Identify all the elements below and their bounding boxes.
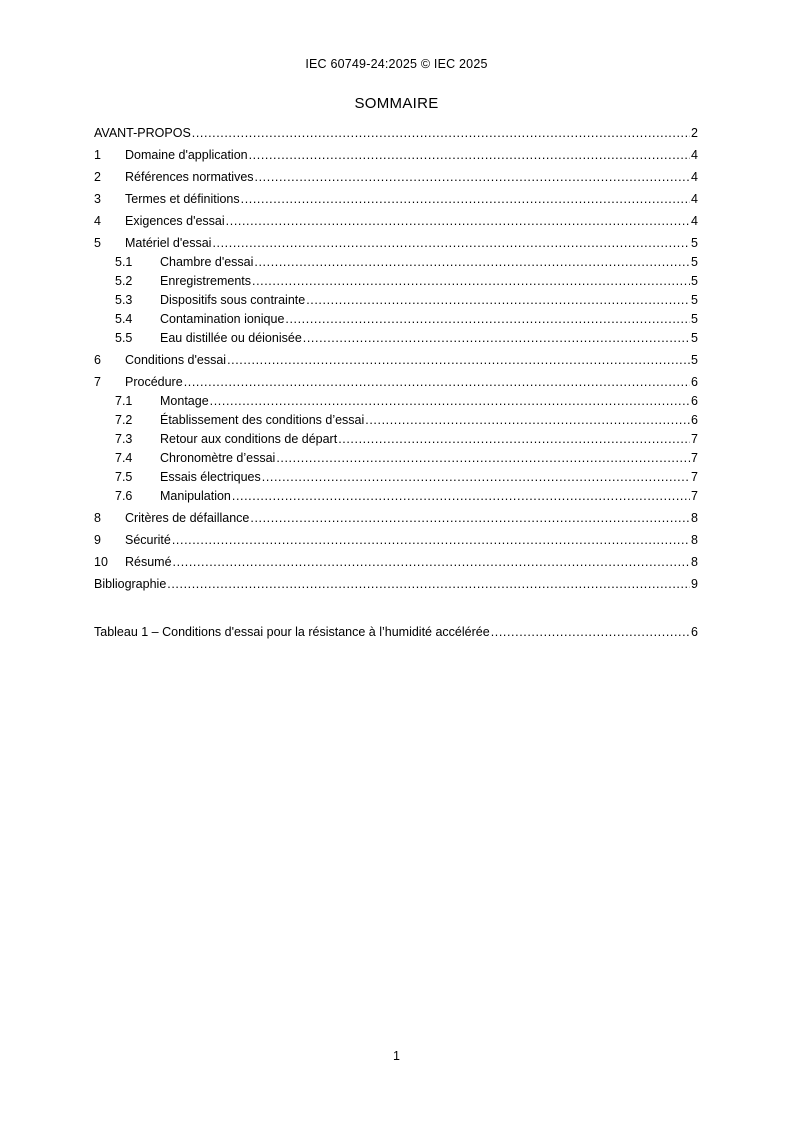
toc-entry-number: 7.3 [115,432,133,446]
toc-entry-title: Établissement des conditions d’essai [160,413,365,427]
dot-leader [262,470,690,485]
toc-entry-number: 7.5 [115,470,133,484]
dot-leader [227,353,690,368]
toc-entry-title: Procédure [125,375,183,389]
toc-entry-title: Dispositifs sous contrainte [160,293,306,307]
toc-entry[interactable] [94,274,698,289]
dot-leader [252,274,690,289]
toc-entry-number: 7.4 [115,451,133,465]
toc-entry-title: Résumé [125,555,172,569]
toc-entry[interactable] [94,489,698,504]
dot-leader [172,533,690,548]
toc-entry-title: Eau distillée ou déionisée [160,331,302,345]
toc-entry[interactable] [94,192,698,207]
toc-entry-page: 7 [691,432,698,446]
toc-entry-number: 5.5 [115,331,133,345]
toc-entry-number: 5.1 [115,255,133,269]
dot-leader [254,255,690,270]
toc-entry-number: 5.3 [115,293,133,307]
toc-entry[interactable] [94,214,698,229]
dot-leader [276,451,690,466]
toc-entry[interactable] [94,394,698,409]
toc-entry[interactable] [94,126,698,141]
toc-entry-title: Conditions d'essai [125,353,227,367]
toc-entry-page: 4 [691,214,698,228]
toc-entry-page: 9 [691,577,698,591]
dot-leader [232,489,690,504]
dot-leader [241,192,690,207]
toc-entry-number: 6 [94,353,101,367]
toc-entry-number: 7 [94,375,101,389]
toc-entry-title: AVANT-PROPOS [94,126,191,140]
dot-leader [338,432,690,447]
toc-entry-title: Bibliographie [94,577,167,591]
toc-entry-page: 5 [691,331,698,345]
dot-leader [365,413,690,428]
toc-entry[interactable] [94,432,698,447]
toc-entry-number: 4 [94,214,101,228]
toc-entry-title: Termes et définitions [125,192,240,206]
toc-entry-number: 2 [94,170,101,184]
toc-entry-page: 5 [691,312,698,326]
toc-entry[interactable] [94,312,698,327]
document-header: IEC 60749-24:2025 © IEC 2025 [305,57,488,71]
toc-entry-title: Critères de défaillance [125,511,250,525]
dot-leader [303,331,690,346]
table-of-contents [94,126,698,592]
toc-entry-title: Enregistrements [160,274,252,288]
toc-entry-page: 4 [691,192,698,206]
dot-leader [306,293,690,308]
dot-leader [212,236,690,251]
dot-leader [491,625,690,640]
toc-entry-page: 7 [691,470,698,484]
toc-entry-page: 5 [691,274,698,288]
toc-entry[interactable] [94,236,698,251]
toc-entry[interactable] [94,451,698,466]
table-list-entry-page: 6 [691,625,698,639]
table-list-entry[interactable] [94,625,698,640]
toc-entry[interactable] [94,470,698,485]
toc-entry[interactable] [94,577,698,592]
toc-entry-number: 5.2 [115,274,133,288]
toc-entry-title: Contamination ionique [160,312,285,326]
toc-entry-title: Essais électriques [160,470,261,484]
toc-entry[interactable] [94,148,698,163]
toc-entry-number: 1 [94,148,101,162]
toc-entry-number: 10 [94,555,108,569]
toc-entry-page: 5 [691,255,698,269]
toc-entry[interactable] [94,353,698,368]
dot-leader [255,170,691,185]
toc-entry-number: 7.6 [115,489,133,503]
toc-entry-page: 7 [691,489,698,503]
dot-leader [184,375,690,390]
toc-entry[interactable] [94,533,698,548]
toc-entry-number: 7.1 [115,394,133,408]
table-list-entry-title: Tableau 1 – Conditions d'essai pour la résistance à l’humidité accélérée [94,625,490,639]
toc-entry-title: Exigences d'essai [125,214,225,228]
page-number: 1 [393,1049,400,1063]
toc-entry[interactable] [94,413,698,428]
toc-entry-number: 3 [94,192,101,206]
toc-entry-title: Retour aux conditions de départ [160,432,338,446]
toc-entry-title: Montage [160,394,209,408]
dot-leader [210,394,690,409]
dot-leader [285,312,690,327]
toc-entry-page: 8 [691,533,698,547]
toc-entry-title: Matériel d'essai [125,236,212,250]
toc-entry-number: 9 [94,533,101,547]
dot-leader [173,555,691,570]
dot-leader [226,214,690,229]
toc-entry-title: Références normatives [125,170,254,184]
toc-entry-page: 6 [691,394,698,408]
toc-entry[interactable] [94,170,698,185]
toc-entry[interactable] [94,511,698,526]
dot-leader [249,148,690,163]
toc-entry-page: 5 [691,293,698,307]
toc-entry-title: Chronomètre d’essai [160,451,276,465]
toc-entry-page: 8 [691,555,698,569]
toc-entry-number: 5 [94,236,101,250]
toc-entry-page: 7 [691,451,698,465]
dot-leader [192,126,690,141]
toc-entry[interactable] [94,555,698,570]
toc-entry-page: 4 [691,148,698,162]
toc-entry-title: Domaine d'application [125,148,248,162]
toc-entry-title: Manipulation [160,489,231,503]
toc-entry-page: 6 [691,413,698,427]
toc-entry[interactable] [94,375,698,390]
toc-entry-page: 6 [691,375,698,389]
toc-entry-page: 5 [691,353,698,367]
dot-leader [167,577,690,592]
toc-entry-number: 7.2 [115,413,133,427]
toc-entry-page: 8 [691,511,698,525]
toc-entry-number: 8 [94,511,101,525]
toc-entry-page: 2 [691,126,698,140]
toc-entry-page: 4 [691,170,698,184]
toc-entry[interactable] [94,293,698,308]
dot-leader [250,511,690,526]
toc-entry[interactable] [94,255,698,270]
list-of-tables [94,625,698,640]
page-title: SOMMAIRE [354,95,439,112]
toc-entry-title: Chambre d'essai [160,255,254,269]
toc-entry-number: 5.4 [115,312,133,326]
toc-entry-title: Sécurité [125,533,171,547]
toc-entry[interactable] [94,331,698,346]
toc-entry-page: 5 [691,236,698,250]
